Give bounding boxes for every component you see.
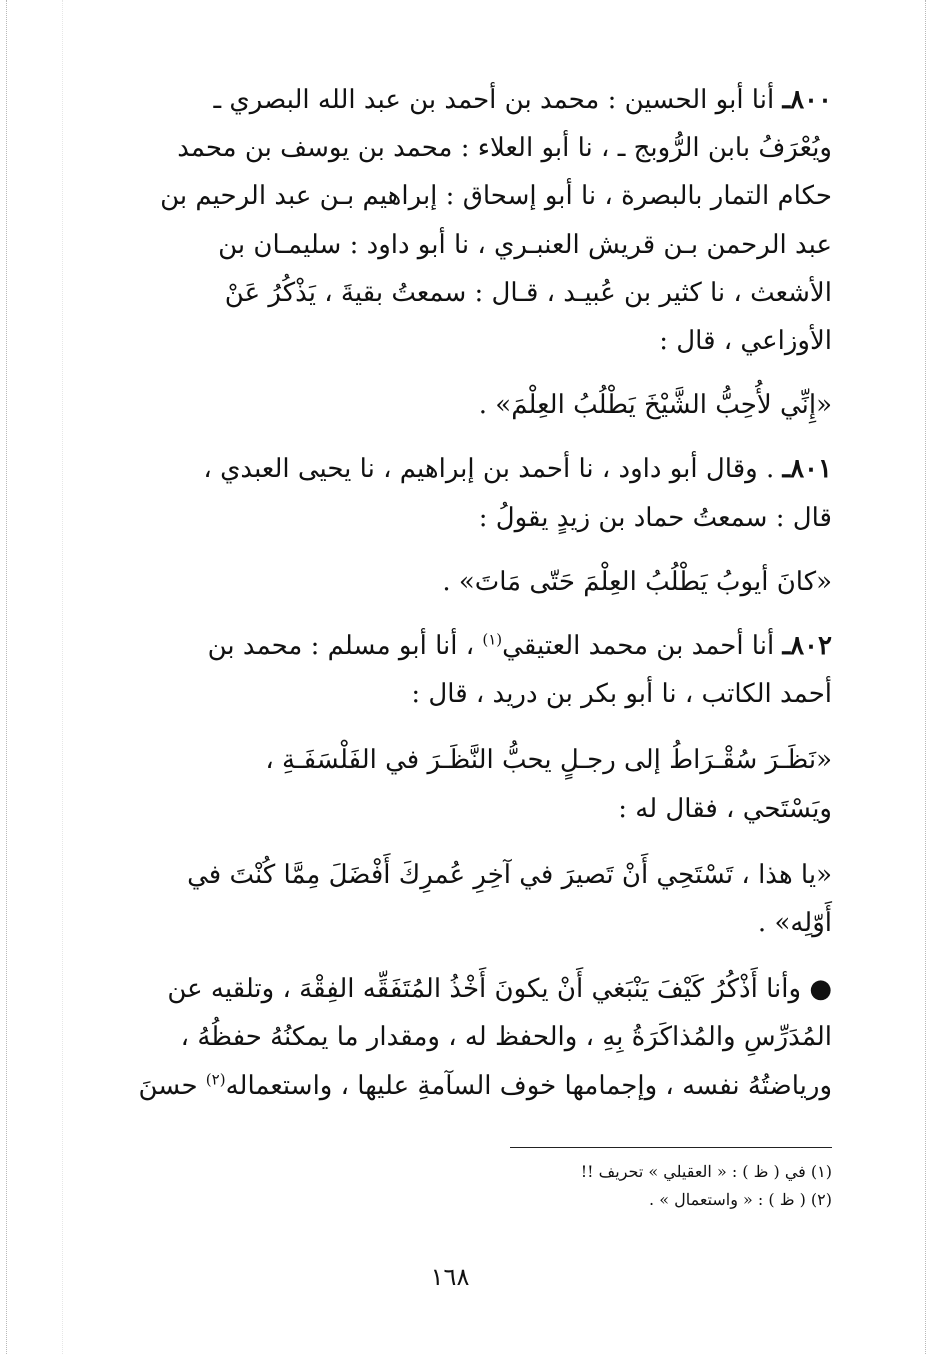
quote-line: «يا هذا ، تَسْتَحِي أَنْ تَصيرَ في آخِرِ عُمرِكَ أَفْضَلَ مِمَّا كُنْتَ في — [187, 859, 832, 890]
text-line: حسنَ — [138, 1070, 198, 1101]
text-line: حكام التمار بالبصرة ، نا أبو إسحاق : إبراهيم بـن عبد الرحيم بن — [160, 181, 832, 212]
scan-edge-left — [6, 0, 7, 1354]
text-line: أنا أحمد بن محمد العتيقي — [502, 631, 775, 662]
entry-number: ٨٠٢ـ — [782, 631, 832, 662]
text-line: أنا أبو الحسين : محمد بن أحمد بن عبد الله البصري ـ — [213, 85, 775, 115]
text-line: قال : سمعتُ حماد بن زيدٍ يقولُ : — [478, 502, 832, 533]
text-line: الأوزاعي ، قال : — [659, 326, 832, 357]
footnote-ref-1: (١) — [482, 630, 503, 649]
text-line: ، أنا أبو مسلم : محمد بن — [207, 631, 475, 662]
quote-801 — [90, 558, 832, 606]
paragraph-800 — [90, 76, 832, 365]
quote-text: «إِنِّي لأُحِبُّ الشَّيْخَ يَطْلُبُ العِلْمَ» . — [478, 390, 832, 421]
text-line: الأشعث ، نا كثير بن عُبيـد ، قـال : سمعتُ بقيةَ ، يَذْكُرُ عَنْ — [224, 277, 832, 308]
quote-802-socrates — [90, 736, 832, 832]
footnote-1: (١) في ( ظ ) : « العقيلي » تحريف !! — [580, 1162, 832, 1181]
footnote-ref-2: (٢) — [205, 1070, 226, 1088]
quote-802-reply — [90, 851, 832, 947]
page-body — [90, 76, 832, 1110]
entry-number: ٨٠٠ـ — [782, 85, 832, 115]
text-line: ويُعْرَفُ بابن الرُّوبج ـ ، نا أبو العلاء : محمد بن يوسف بن محمد — [177, 133, 832, 164]
footnote-2: (٢) ( ظ ) : « واستعمال » . — [649, 1190, 832, 1209]
paragraph-bullet — [90, 965, 832, 1110]
text-line: أحمد الكاتب ، نا أبو بكر بن دريد ، قال : — [411, 679, 832, 710]
scan-edge-right — [925, 0, 926, 1354]
paragraph-802 — [90, 622, 832, 718]
footnote-divider — [510, 1147, 832, 1148]
text-line: عبد الرحمن بـن قريش العنبـري ، نا أبو داود : سليمـان بن — [218, 229, 832, 260]
paragraph-801 — [90, 445, 832, 541]
entry-number: ٨٠١ـ — [782, 454, 832, 485]
footnotes — [420, 1158, 832, 1214]
text-line: وأنا أَذْكُرُ كَيْفَ يَنْبَغي أَنْ يكونَ أَخْذُ المُتَفَقِّه الفِقْهَ ، وتلقيه عن — [167, 974, 802, 1005]
text-line: . وقال أبو داود ، نا أحمد بن إبراهيم ، نا يحيى العبدي ، — [203, 454, 775, 485]
quote-line: «نَظَـرَ سُقْـرَاطُ إلى رجـلٍ يحبُّ النَّظَـرَ في الفَلْسَفَـةِ ، — [265, 745, 832, 776]
text-line: المُدَرِّسِ والمُذاكَرَةُ بِهِ ، والحفظ له ، ومقدار ما يمكنُهُ حفظُهُ ، — [180, 1022, 832, 1053]
scan-edge-inner — [62, 0, 63, 1354]
quote-line: ويَسْتَحي ، فقال له : — [618, 793, 832, 824]
quote-text: «كانَ أيوبُ يَطْلُبُ العِلْمَ حَتّى مَاتَ» . — [442, 566, 832, 597]
quote-800 — [90, 381, 832, 429]
page-number: ١٦٨ — [430, 1263, 470, 1291]
bullet-icon: ● — [809, 974, 832, 1005]
text-line: ورياضتُهُ نفسه ، وإجمامها خوف السآمةِ عليها ، واستعماله — [225, 1070, 832, 1101]
quote-line: أَوّلِه» . — [757, 908, 832, 939]
